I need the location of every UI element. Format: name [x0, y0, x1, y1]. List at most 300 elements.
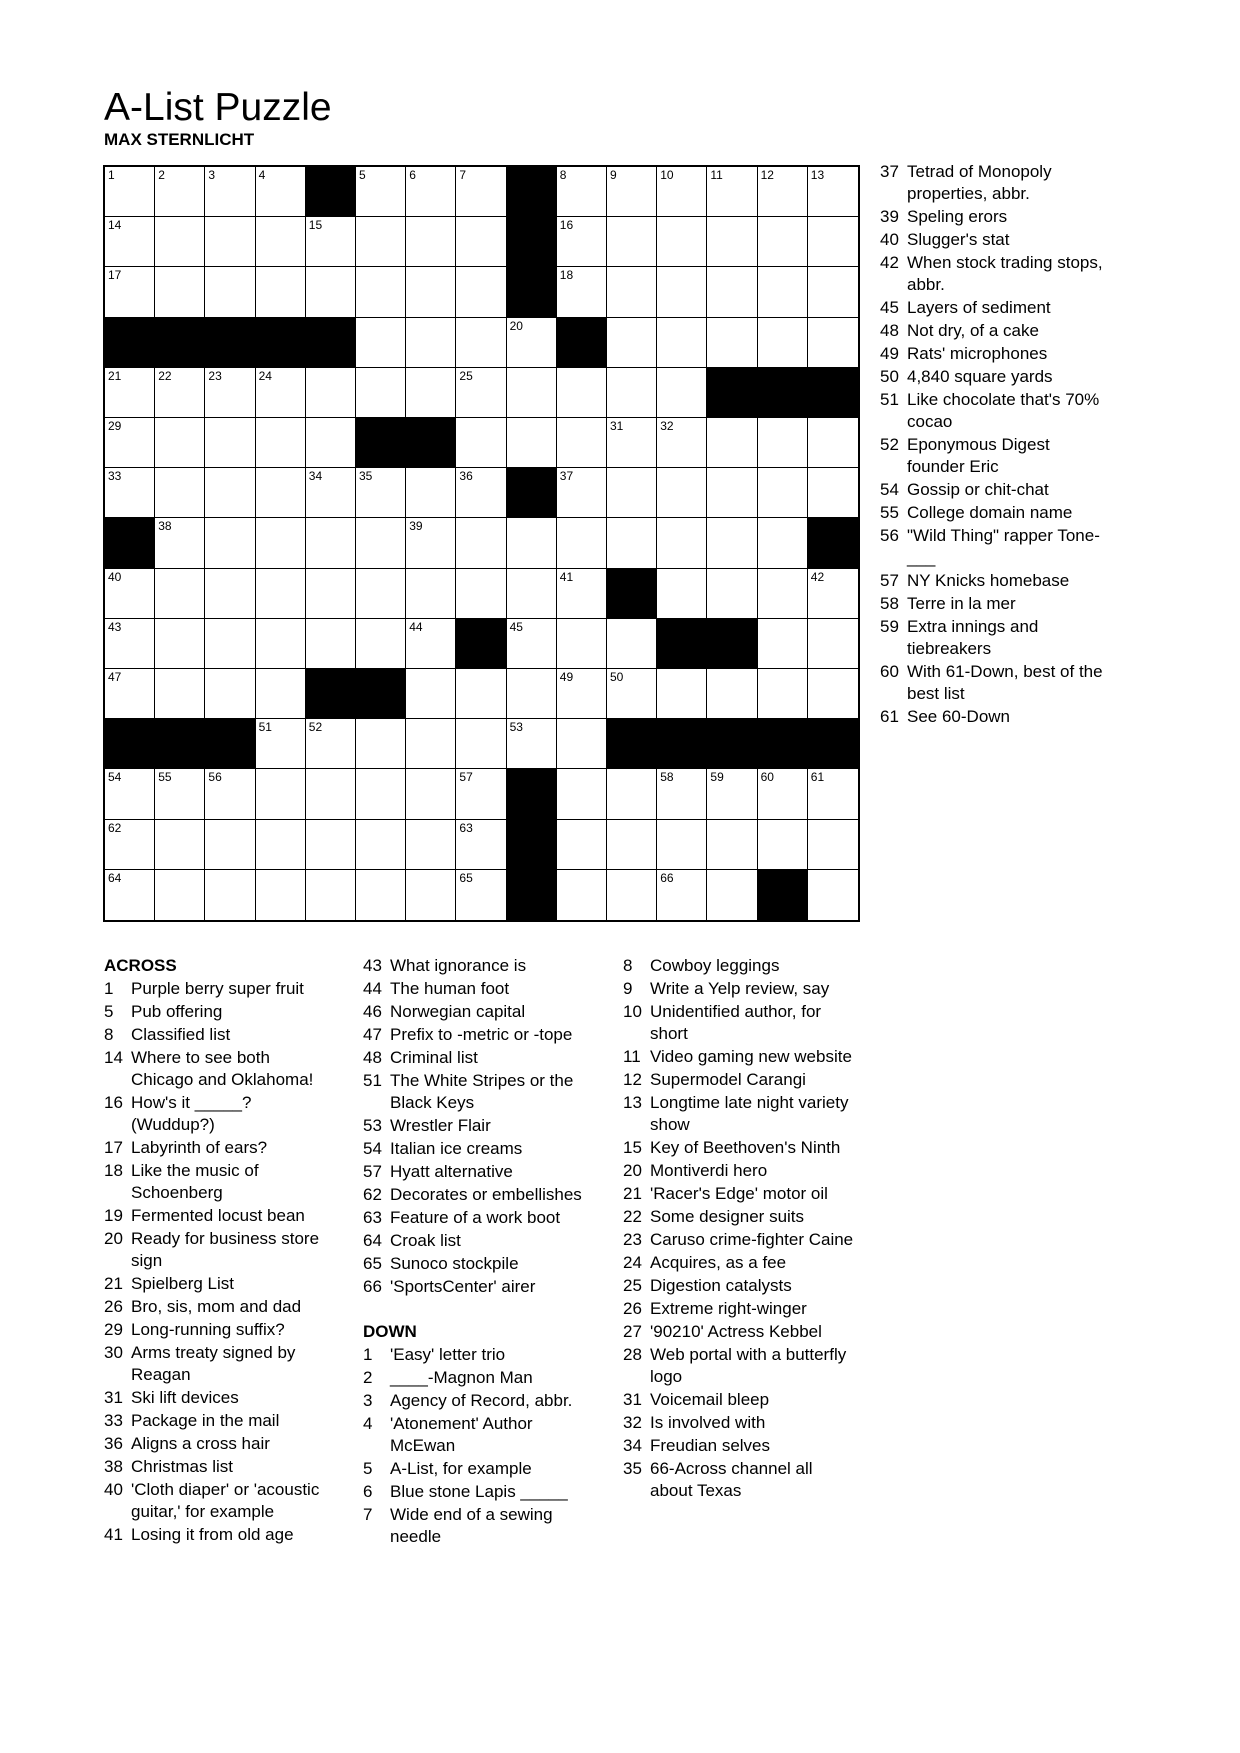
- grid-cell[interactable]: [256, 267, 306, 317]
- grid-cell[interactable]: [155, 217, 205, 267]
- clue-text: Italian ice creams: [390, 1139, 523, 1158]
- clue-text: Aligns a cross hair: [131, 1434, 270, 1453]
- grid-cell[interactable]: [707, 669, 757, 719]
- clue-text: Acquires, as a fee: [650, 1253, 787, 1272]
- black-square: [758, 870, 808, 920]
- grid-cell[interactable]: [105, 569, 155, 619]
- black-square: [105, 318, 155, 368]
- grid-cell[interactable]: [657, 468, 707, 518]
- down-clue: [880, 570, 1105, 592]
- clue-text: Bro, sis, mom and dad: [131, 1297, 302, 1316]
- grid-cell[interactable]: [507, 418, 557, 468]
- grid-cell[interactable]: [406, 318, 456, 368]
- grid-cell[interactable]: [155, 769, 205, 819]
- grid-cell[interactable]: [306, 719, 356, 769]
- down-clue: [623, 1092, 858, 1136]
- grid-cell[interactable]: [205, 619, 255, 669]
- grid-cell[interactable]: [808, 769, 858, 819]
- grid-cell[interactable]: [205, 870, 255, 920]
- grid-cell[interactable]: [657, 318, 707, 368]
- clue-number: 17: [104, 1138, 123, 1157]
- crossword-grid: [103, 165, 860, 922]
- black-square: [808, 368, 858, 418]
- cell-number: 12: [760, 168, 774, 182]
- clue-number: 44: [363, 979, 382, 998]
- grid-cell[interactable]: [205, 468, 255, 518]
- clue-text: The human foot: [390, 979, 510, 998]
- grid-cell[interactable]: [557, 619, 607, 669]
- grid-cell[interactable]: [557, 820, 607, 870]
- clue-number: 46: [363, 1002, 382, 1021]
- grid-cell[interactable]: [105, 820, 155, 870]
- clue-number: 1: [363, 1345, 373, 1364]
- grid-cell[interactable]: [808, 669, 858, 719]
- across-clue: [104, 1047, 334, 1091]
- across-clue: [104, 1456, 334, 1478]
- grid-cell[interactable]: [707, 769, 757, 819]
- grid-cell[interactable]: [707, 167, 757, 217]
- down-clue: [363, 1458, 593, 1480]
- grid-cell[interactable]: [657, 518, 707, 568]
- clue-number: 52: [880, 435, 899, 454]
- grid-cell[interactable]: [507, 669, 557, 719]
- grid-cell[interactable]: [808, 167, 858, 217]
- grid-cell[interactable]: [105, 870, 155, 920]
- grid-cell[interactable]: [657, 870, 707, 920]
- grid-cell[interactable]: [256, 368, 306, 418]
- grid-cell[interactable]: [105, 267, 155, 317]
- across-clue: [363, 978, 593, 1000]
- across-clue: [363, 955, 593, 977]
- grid-cell[interactable]: [607, 217, 657, 267]
- clue-number: 58: [880, 594, 899, 613]
- grid-cell[interactable]: [758, 318, 808, 368]
- black-square: [657, 619, 707, 669]
- cell-number: 60: [760, 770, 774, 785]
- clue-text: Some designer suits: [650, 1207, 805, 1226]
- grid-cell[interactable]: [205, 217, 255, 267]
- grid-cell[interactable]: [205, 167, 255, 217]
- grid-cell[interactable]: [557, 769, 607, 819]
- grid-cell[interactable]: [256, 468, 306, 518]
- clue-number: 55: [880, 503, 899, 522]
- black-square: [507, 820, 557, 870]
- grid-cell[interactable]: [758, 769, 808, 819]
- grid-cell[interactable]: [808, 619, 858, 669]
- grid-cell[interactable]: [808, 318, 858, 368]
- down-clue: [363, 1504, 593, 1548]
- grid-cell[interactable]: [456, 318, 506, 368]
- grid-cell[interactable]: [155, 820, 205, 870]
- clue-text: Digestion catalysts: [650, 1276, 792, 1295]
- grid-cell[interactable]: [758, 267, 808, 317]
- grid-cell[interactable]: [808, 569, 858, 619]
- down-clue: [623, 1435, 858, 1457]
- grid-cell[interactable]: [456, 669, 506, 719]
- cell-number: 53: [509, 720, 523, 735]
- across-clue: [104, 1024, 334, 1046]
- clue-number: 62: [363, 1185, 382, 1204]
- down-clue: [623, 1458, 858, 1502]
- grid-cell[interactable]: [306, 769, 356, 819]
- grid-cell[interactable]: [557, 870, 607, 920]
- grid-cell[interactable]: [205, 518, 255, 568]
- grid-cell[interactable]: [155, 368, 205, 418]
- grid-cell[interactable]: [758, 669, 808, 719]
- down-clue: [623, 1137, 858, 1159]
- grid-cell[interactable]: [256, 870, 306, 920]
- grid-cell[interactable]: [456, 719, 506, 769]
- grid-cell[interactable]: [155, 518, 205, 568]
- grid-cell[interactable]: [356, 569, 406, 619]
- grid-cell[interactable]: [607, 167, 657, 217]
- cell-number: 35: [359, 469, 373, 484]
- grid-cell[interactable]: [456, 820, 506, 870]
- grid-cell[interactable]: [256, 518, 306, 568]
- clue-number: 53: [363, 1116, 382, 1135]
- cell-number: 33: [108, 469, 122, 484]
- grid-cell[interactable]: [456, 769, 506, 819]
- across-clue: [104, 1296, 334, 1318]
- grid-cell[interactable]: [256, 669, 306, 719]
- grid-cell[interactable]: [306, 569, 356, 619]
- black-square: [557, 318, 607, 368]
- clue-text: Christmas list: [131, 1457, 234, 1476]
- grid-cell[interactable]: [256, 167, 306, 217]
- grid-cell[interactable]: [205, 569, 255, 619]
- grid-cell[interactable]: [306, 870, 356, 920]
- grid-cell[interactable]: [557, 167, 607, 217]
- grid-cell[interactable]: [356, 368, 406, 418]
- clue-text: Write a Yelp review, say: [650, 979, 830, 998]
- grid-cell[interactable]: [256, 619, 306, 669]
- grid-cell[interactable]: [105, 669, 155, 719]
- grid-cell[interactable]: [707, 318, 757, 368]
- grid-cell[interactable]: [356, 619, 406, 669]
- grid-cell[interactable]: [607, 769, 657, 819]
- clue-text: Blue stone Lapis _____: [390, 1482, 568, 1501]
- grid-cell[interactable]: [557, 217, 607, 267]
- grid-cell[interactable]: [657, 569, 707, 619]
- across-clue: [104, 1433, 334, 1455]
- down-clue: [363, 1481, 593, 1503]
- clue-text: Layers of sediment: [907, 298, 1051, 317]
- grid-cell[interactable]: [557, 368, 607, 418]
- black-square: [607, 569, 657, 619]
- grid-cell[interactable]: [456, 468, 506, 518]
- grid-cell[interactable]: [155, 669, 205, 719]
- grid-cell[interactable]: [356, 217, 406, 267]
- grid-cell[interactable]: [105, 418, 155, 468]
- grid-cell[interactable]: [507, 619, 557, 669]
- clue-number: 59: [880, 617, 899, 636]
- grid-cell[interactable]: [507, 368, 557, 418]
- grid-cell[interactable]: [306, 368, 356, 418]
- grid-cell[interactable]: [607, 870, 657, 920]
- grid-cell[interactable]: [607, 368, 657, 418]
- cell-number: 34: [308, 469, 323, 484]
- grid-cell[interactable]: [356, 870, 406, 920]
- grid-cell[interactable]: [356, 318, 406, 368]
- grid-cell[interactable]: [657, 167, 707, 217]
- grid-cell[interactable]: [758, 569, 808, 619]
- grid-cell[interactable]: [557, 468, 607, 518]
- grid-cell[interactable]: [607, 468, 657, 518]
- grid-cell[interactable]: [256, 820, 306, 870]
- grid-cell[interactable]: [456, 418, 506, 468]
- down-clue: [880, 502, 1105, 524]
- grid-cell[interactable]: [406, 217, 456, 267]
- grid-cell[interactable]: [808, 820, 858, 870]
- grid-cell[interactable]: [356, 518, 406, 568]
- black-square: [356, 669, 406, 719]
- grid-cell[interactable]: [256, 569, 306, 619]
- grid-cell[interactable]: [707, 468, 757, 518]
- grid-cell[interactable]: [758, 619, 808, 669]
- grid-cell[interactable]: [707, 418, 757, 468]
- grid-cell[interactable]: [557, 719, 607, 769]
- grid-cell[interactable]: [105, 217, 155, 267]
- grid-cell[interactable]: [205, 267, 255, 317]
- clue-text: Feature of a work boot: [390, 1208, 561, 1227]
- grid-cell[interactable]: [607, 418, 657, 468]
- grid-cell[interactable]: [707, 518, 757, 568]
- grid-cell[interactable]: [507, 569, 557, 619]
- clue-number: 31: [104, 1388, 123, 1407]
- grid-cell[interactable]: [205, 368, 255, 418]
- grid-cell[interactable]: [406, 769, 456, 819]
- clue-number: 20: [623, 1161, 642, 1180]
- grid-cell[interactable]: [758, 167, 808, 217]
- grid-cell[interactable]: [155, 418, 205, 468]
- cell-number: 54: [108, 770, 122, 785]
- grid-cell[interactable]: [205, 820, 255, 870]
- clue-text: Gossip or chit-chat: [907, 480, 1049, 499]
- grid-cell[interactable]: [707, 870, 757, 920]
- grid-cell[interactable]: [356, 468, 406, 518]
- grid-cell[interactable]: [356, 820, 406, 870]
- cell-number: 7: [459, 168, 467, 182]
- grid-cell[interactable]: [707, 820, 757, 870]
- cell-number: 11: [710, 168, 723, 182]
- grid-cell[interactable]: [456, 167, 506, 217]
- grid-cell[interactable]: [256, 418, 306, 468]
- grid-cell[interactable]: [808, 870, 858, 920]
- grid-cell[interactable]: [356, 267, 406, 317]
- grid-cell[interactable]: [707, 569, 757, 619]
- cell-number: 37: [559, 469, 574, 484]
- black-square: [105, 719, 155, 769]
- grid-cell[interactable]: [155, 619, 205, 669]
- grid-cell[interactable]: [306, 267, 356, 317]
- black-square: [155, 719, 205, 769]
- clue-number: 11: [623, 1047, 641, 1066]
- grid-cell[interactable]: [557, 669, 607, 719]
- grid-cell[interactable]: [456, 217, 506, 267]
- clue-text: Tetrad of Monopoly properties, abbr.: [907, 162, 1052, 203]
- clue-number: 33: [104, 1411, 123, 1430]
- grid-cell[interactable]: [657, 267, 707, 317]
- grid-cell[interactable]: [356, 769, 406, 819]
- across-clue: [363, 1276, 593, 1298]
- cell-number: 32: [660, 419, 674, 433]
- grid-cell[interactable]: [456, 518, 506, 568]
- grid-cell[interactable]: [205, 418, 255, 468]
- grid-cell[interactable]: [557, 518, 607, 568]
- down-clue: [623, 1321, 858, 1343]
- grid-cell[interactable]: [507, 719, 557, 769]
- across-clue: [104, 1342, 334, 1386]
- grid-cell[interactable]: [607, 619, 657, 669]
- grid-cell[interactable]: [607, 669, 657, 719]
- grid-cell[interactable]: [406, 820, 456, 870]
- grid-cell[interactable]: [406, 167, 456, 217]
- clue-number: 14: [104, 1048, 123, 1067]
- grid-cell[interactable]: [507, 318, 557, 368]
- clue-text: 'Easy' letter trio: [390, 1345, 506, 1364]
- grid-cell[interactable]: [758, 468, 808, 518]
- clue-column-4: [880, 161, 1105, 729]
- grid-cell[interactable]: [155, 870, 205, 920]
- grid-cell[interactable]: [306, 418, 356, 468]
- grid-cell[interactable]: [607, 318, 657, 368]
- clue-number: 48: [363, 1048, 382, 1067]
- cell-number: 66: [660, 870, 674, 885]
- clue-number: 21: [104, 1274, 123, 1293]
- grid-cell[interactable]: [758, 820, 808, 870]
- grid-cell[interactable]: [105, 769, 155, 819]
- grid-cell[interactable]: [356, 167, 406, 217]
- grid-cell[interactable]: [105, 167, 155, 217]
- grid-cell[interactable]: [657, 418, 707, 468]
- grid-cell[interactable]: [306, 217, 356, 267]
- clue-text: College domain name: [907, 503, 1073, 522]
- grid-cell[interactable]: [406, 518, 456, 568]
- clue-text: Croak list: [390, 1231, 461, 1250]
- clue-text: Web portal with a butterfly logo: [650, 1345, 847, 1386]
- clue-text: 66-Across channel all about Texas: [650, 1459, 813, 1500]
- grid-cell[interactable]: [456, 870, 506, 920]
- down-clue: [880, 320, 1105, 342]
- grid-cell[interactable]: [657, 669, 707, 719]
- clue-text: Montiverdi hero: [650, 1161, 768, 1180]
- clue-number: 13: [623, 1093, 642, 1112]
- grid-cell[interactable]: [607, 267, 657, 317]
- grid-cell[interactable]: [306, 518, 356, 568]
- grid-cell[interactable]: [406, 669, 456, 719]
- grid-cell[interactable]: [707, 217, 757, 267]
- across-clue: [104, 1205, 334, 1227]
- grid-cell[interactable]: [808, 217, 858, 267]
- black-square: [507, 769, 557, 819]
- clue-text: Extra innings and tiebreakers: [907, 617, 1039, 658]
- grid-cell[interactable]: [758, 418, 808, 468]
- grid-cell[interactable]: [155, 468, 205, 518]
- grid-cell[interactable]: [155, 167, 205, 217]
- cell-number: 57: [459, 770, 473, 785]
- down-clue: [880, 389, 1105, 433]
- grid-cell[interactable]: [657, 217, 707, 267]
- grid-cell[interactable]: [557, 267, 607, 317]
- clue-text: Wrestler Flair: [390, 1116, 491, 1135]
- grid-cell[interactable]: [306, 820, 356, 870]
- grid-cell[interactable]: [356, 719, 406, 769]
- clue-text: Arms treaty signed by Reagan: [131, 1343, 296, 1384]
- cell-number: 39: [409, 519, 423, 534]
- grid-cell[interactable]: [758, 518, 808, 568]
- puzzle-author: MAX STERNLICHT: [104, 130, 255, 149]
- grid-cell[interactable]: [256, 217, 306, 267]
- cell-number: 8: [559, 168, 567, 182]
- down-clue: [623, 1389, 858, 1411]
- grid-cell[interactable]: [758, 217, 808, 267]
- grid-cell[interactable]: [256, 719, 306, 769]
- grid-cell[interactable]: [406, 870, 456, 920]
- grid-cell[interactable]: [657, 368, 707, 418]
- grid-cell[interactable]: [205, 769, 255, 819]
- grid-cell[interactable]: [105, 619, 155, 669]
- grid-cell[interactable]: [808, 468, 858, 518]
- grid-cell[interactable]: [406, 267, 456, 317]
- clue-text: Video gaming new website: [650, 1047, 852, 1066]
- grid-cell[interactable]: [406, 468, 456, 518]
- clue-text: A-List, for example: [390, 1459, 532, 1478]
- grid-cell[interactable]: [155, 569, 205, 619]
- grid-cell[interactable]: [657, 820, 707, 870]
- clue-number: 22: [623, 1207, 642, 1226]
- grid-cell[interactable]: [406, 619, 456, 669]
- grid-cell[interactable]: [456, 267, 506, 317]
- down-clue: [880, 706, 1105, 728]
- clue-number: 3: [363, 1391, 373, 1410]
- black-square: [808, 719, 858, 769]
- grid-cell[interactable]: [707, 267, 757, 317]
- across-clue: [363, 1253, 593, 1275]
- clue-text: Like chocolate that's 70% cocao: [907, 390, 1100, 431]
- clue-number: 54: [363, 1139, 382, 1158]
- grid-cell[interactable]: [657, 769, 707, 819]
- grid-cell[interactable]: [456, 569, 506, 619]
- grid-cell[interactable]: [155, 267, 205, 317]
- grid-cell[interactable]: [105, 468, 155, 518]
- grid-cell[interactable]: [607, 820, 657, 870]
- clue-number: 57: [363, 1162, 382, 1181]
- grid-cell[interactable]: [607, 518, 657, 568]
- clue-text: Sunoco stockpile: [390, 1254, 519, 1273]
- grid-cell[interactable]: [306, 468, 356, 518]
- grid-cell[interactable]: [406, 368, 456, 418]
- down-clue: [623, 1298, 858, 1320]
- grid-cell[interactable]: [406, 569, 456, 619]
- grid-cell[interactable]: [406, 719, 456, 769]
- grid-cell[interactable]: [808, 267, 858, 317]
- grid-cell[interactable]: [456, 368, 506, 418]
- clue-number: 6: [363, 1482, 373, 1501]
- clue-text: Eponymous Digest founder Eric: [907, 435, 1050, 476]
- clue-number: 36: [104, 1434, 123, 1453]
- grid-cell[interactable]: [808, 418, 858, 468]
- grid-cell[interactable]: [205, 669, 255, 719]
- grid-cell[interactable]: [557, 418, 607, 468]
- clue-number: 66: [363, 1277, 382, 1296]
- grid-cell[interactable]: [557, 569, 607, 619]
- clue-text: 'Cloth diaper' or 'acoustic guitar,' for example: [131, 1480, 320, 1521]
- grid-cell[interactable]: [507, 518, 557, 568]
- grid-cell[interactable]: [306, 619, 356, 669]
- grid-cell[interactable]: [105, 368, 155, 418]
- down-clue: [623, 1183, 858, 1205]
- grid-cell[interactable]: [256, 769, 306, 819]
